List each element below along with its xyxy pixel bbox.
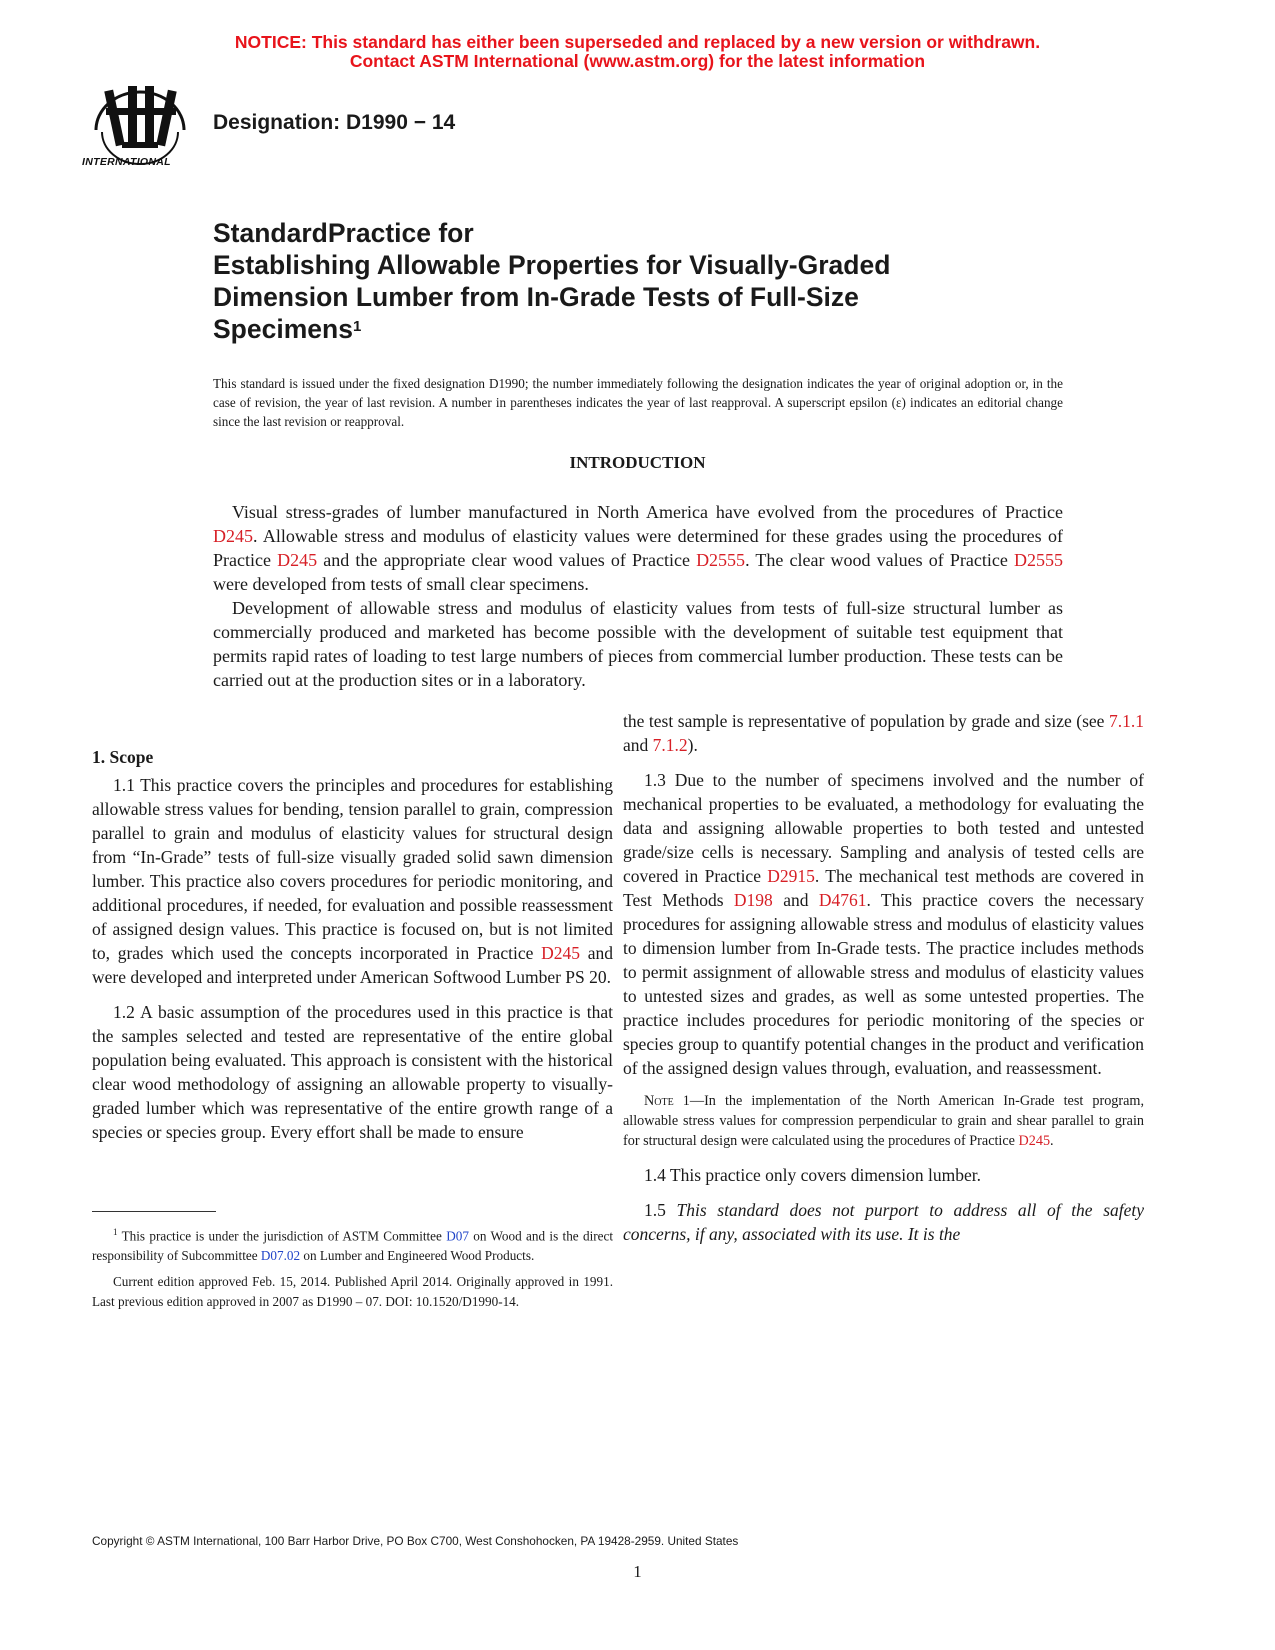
link-d245[interactable]: D245 <box>1018 1133 1051 1149</box>
footnote-divider <box>92 1211 216 1212</box>
notice-banner <box>0 33 1275 71</box>
paragraph-1-4: 1.4 This practice only covers dimension lumber. <box>644 1165 981 1185</box>
link-d245[interactable]: D245 <box>213 526 253 546</box>
left-column <box>92 745 613 1155</box>
footnote-edition: Current edition approved Feb. 15, 2014. Published April 2014. Originally approved in 1991. Last previous edition approved in 2007 as D1990 – 07. DOI: 10.1520/D1990-14. <box>92 1274 613 1310</box>
paragraph-1-2-continued: the test sample is representative of population by grade and size (see 7.1.1 and 7.1.2). <box>623 711 1144 755</box>
note-label: Note 1 <box>644 1093 690 1109</box>
link-d07[interactable]: D07 <box>446 1228 469 1244</box>
note-1: Note 1—In the implementation of the North American In-Grade test program, allowable stress values for compression perpendicular to grain and shear parallel to grain for structural design were calculated using the procedures of Practice D245. <box>623 1093 1145 1149</box>
designation: Designation: D1990 − 14 <box>213 111 456 134</box>
footnote-1: $^1$ This practice is under the jurisdiction of ASTM Committee D07 on Wood and is the direct responsibility of Subcommittee D07.02 on Lumber and Engineered Wood Products. <box>92 1227 613 1264</box>
title-line-4: Specimens <box>213 314 353 344</box>
introduction-body <box>213 500 1063 692</box>
link-d2555[interactable]: D2555 <box>696 550 746 570</box>
notice-line-1: NOTICE: This standard has either been superseded and replaced by a new version or withdrawn. <box>234 32 1041 52</box>
intro-paragraph-2: Development of allowable stress and modulus of elasticity values from tests of full-size structural lumber as commercially produced and marketed has become possible with the development of suitable test equipment that permits rapid rates of loading to test large numbers of pieces from commercial lumber production. These tests can be carried out at the production sites or in a laboratory. <box>213 598 1063 690</box>
title-line-3: Dimension Lumber from In-Grade Tests of Full-Size <box>213 282 859 312</box>
footnotes <box>92 1222 613 1312</box>
link-d2555[interactable]: D2555 <box>1014 550 1063 570</box>
notice-line-2: Contact ASTM International (www.astm.org) for the latest information <box>349 51 926 71</box>
logo-text: INTERNATIONAL <box>82 156 171 168</box>
intro-paragraph-1: Visual stress-grades of lumber manufactured in North America have evolved from the procedures of Practice D245. Allowable stress and modulus of elasticity values were determined for these grades using the procedures of Practice D245 and the appropriate clear wood values of Practice D2555. The clear wood values of Practice D2555 were developed from tests of small clear specimens. <box>213 502 1063 594</box>
link-d245[interactable]: D245 <box>541 943 580 963</box>
title-footnote-mark: 1 <box>352 318 362 335</box>
paragraph-1-2: 1.2 A basic assumption of the procedures used in this practice is that the samples selected and tested are representative of the entire global population being evaluated. This approach is consistent with the historical clear wood methodology of assigning an allowable property to visually-graded lumber which was representative of the entire growth range of a species or species group. Every effort shall be made to ensure <box>92 1002 613 1142</box>
copyright: Copyright © ASTM International, 100 Barr Harbor Drive, PO Box C700, West Conshohocken, PA 19428-2959. United States <box>92 1534 739 1548</box>
link-7-1-2[interactable]: 7.1.2 <box>652 735 688 755</box>
section-heading-scope: 1. Scope <box>92 747 154 767</box>
introduction-heading: INTRODUCTION <box>569 453 706 472</box>
link-d07-02[interactable]: D07.02 <box>260 1248 301 1264</box>
paragraph-1-5: 1.5 This standard does not purport to address all of the safety concerns, if any, associated with its use. It is the <box>623 1200 1145 1244</box>
paragraph-1-3: 1.3 Due to the number of specimens involved and the number of mechanical properties to be evaluated, a methodology for evaluating the data and assigning allowable properties to both tested and untested grade/size cells is necessary. Sampling and analysis of tested cells are covered in Practice D2915. The mechanical test methods are covered in Test Methods D198 and D4761. This practice covers the necessary procedures for assigning allowable stress and modulus of elasticity values to dimension lumber from In-Grade tests. The practice includes methods to permit assignment of allowable stress and modulus of elasticity values to untested sizes and grades, as well as some untested properties. The practice includes procedures for periodic monitoring of the species or species group to quantify potential changes in the product and verification of the assigned design values through, evaluation, and reassessment. <box>623 770 1144 1078</box>
astm-logo-icon <box>82 82 192 172</box>
title-line-1: StandardPractice for <box>213 218 474 248</box>
title-line-2: Establishing Allowable Properties for Visually-Graded <box>213 250 891 280</box>
issue-statement: This standard is issued under the fixed designation D1990; the number immediately following the designation indicates the year of original adoption or, in the case of revision, the year of last revision. A number in parentheses indicates the year of last reapproval. A superscript epsilon (ε) indicates an editorial change since the last revision or reapproval. <box>213 376 1063 429</box>
link-d4761[interactable]: D4761 <box>818 890 867 910</box>
page-number: 1 <box>633 1562 642 1581</box>
link-7-1-1[interactable]: 7.1.1 <box>1109 711 1144 731</box>
link-d245[interactable]: D245 <box>277 550 318 570</box>
paragraph-1-1: 1.1 This practice covers the principles and procedures for establishing allowable stress values for bending, tension parallel to grain, compression parallel to grain and modulus of elasticity values for structural design from “In-Grade” tests of full-size visually graded solid sawn dimension lumber. This practice also covers procedures for periodic monitoring, and additional procedures, if needed, for evaluation and possible reassessment of assigned design values. This practice is focused on, but is not limited to, grades which used the concepts incorporated in Practice D245 and were developed and interpreted under American Softwood Lumber PS 20. <box>92 775 613 987</box>
link-d198[interactable]: D198 <box>733 890 773 910</box>
right-column <box>623 709 1144 1257</box>
document-title <box>213 217 890 345</box>
link-d2915[interactable]: D2915 <box>767 866 815 886</box>
